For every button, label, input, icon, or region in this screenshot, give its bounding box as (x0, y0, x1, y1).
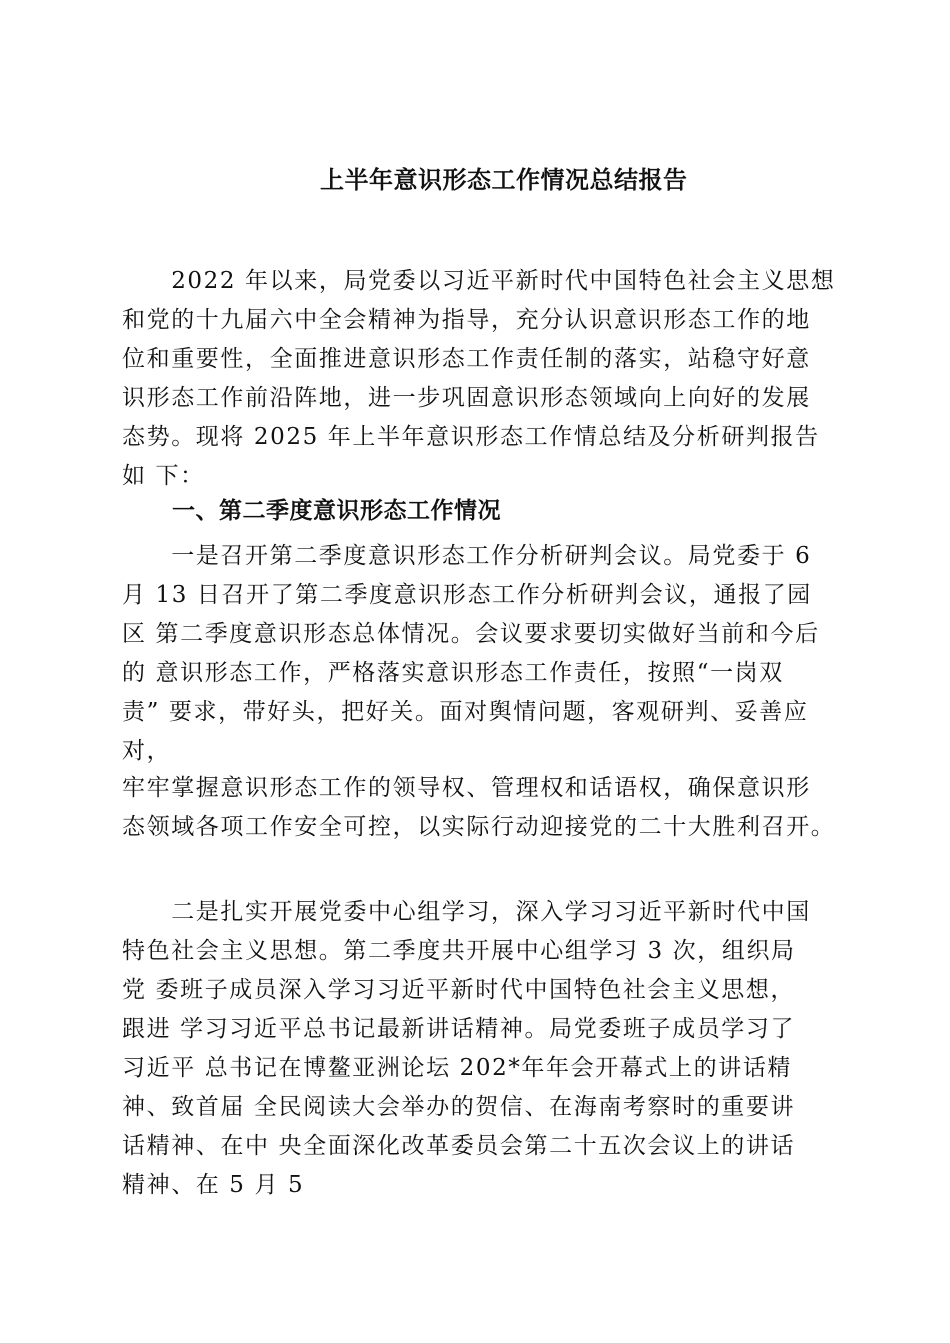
paragraph-line: 神、致首届 全民阅读大会举办的贺信、在海南考察时的重要讲 (122, 1094, 796, 1120)
paragraph-line: 一是召开第二季度意识形态工作分析研判会议。局党委于 6 (122, 543, 812, 569)
paragraph-line: 的 意识形态工作，严格落实意识形态工作责任，按照“一岗双 (122, 660, 784, 686)
intro-line: 态势。现将 2025 年上半年意识形态工作情总结及分析研判报告 (122, 424, 820, 450)
paragraph-line: 精神、在 5 月 5 (122, 1172, 305, 1198)
intro-line: 和党的十九届六中全会精神为指导，充分认识意识形态工作的地 (122, 307, 811, 333)
paragraph-line: 二是扎实开展党委中心组学习，深入学习习近平新时代中国 (122, 899, 811, 925)
paragraph-line: 区 第二季度意识形态总体情况。会议要求要切实做好当前和今后 (122, 621, 820, 647)
paragraph-line: 习近平 总书记在博鳌亚洲论坛 202*年年会开幕式上的讲话精 (122, 1055, 793, 1081)
paragraph-line: 跟进 学习习近平总书记最新讲话精神。局党委班子成员学习了 (122, 1016, 796, 1042)
paragraph-line: 态领域各项工作安全可控，以实际行动迎接党的二十大胜利召开。 (122, 814, 836, 840)
document-title: 上半年意识形态工作情况总结报告 (320, 166, 688, 194)
section-heading: 一、第二季度意识形态工作情况 (172, 498, 501, 524)
paragraph-line: 月 13 日召开了第二季度意识形态工作分析研判会议，通报了园 (122, 582, 812, 608)
paragraph-line: 党 委班子成员深入学习习近平新时代中国特色社会主义思想， (122, 977, 796, 1003)
paragraph-line: 对， (122, 738, 172, 764)
paragraph-line: 牢牢掌握意识形态工作的领导权、管理权和话语权，确保意识形 (122, 775, 811, 801)
paragraph-line: 话精神、在中 央全面深化改革委员会第二十五次会议上的讲话 (122, 1133, 796, 1159)
intro-line: 如 下： (122, 463, 205, 489)
intro-line: 2022 年以来，局党委以习近平新时代中国特色社会主义思想 (122, 268, 836, 294)
paragraph-line: 特色社会主义思想。第二季度共开展中心组学习 3 次，组织局 (122, 938, 796, 964)
intro-line: 识形态工作前沿阵地，进一步巩固意识形态领域向上向好的发展 (122, 385, 811, 411)
intro-line: 位和重要性，全面推进意识形态工作责任制的落实，站稳守好意 (122, 346, 811, 372)
paragraph-line: 责” 要求，带好头，把好关。面对舆情问题，客观研判、妥善应 (122, 699, 809, 725)
